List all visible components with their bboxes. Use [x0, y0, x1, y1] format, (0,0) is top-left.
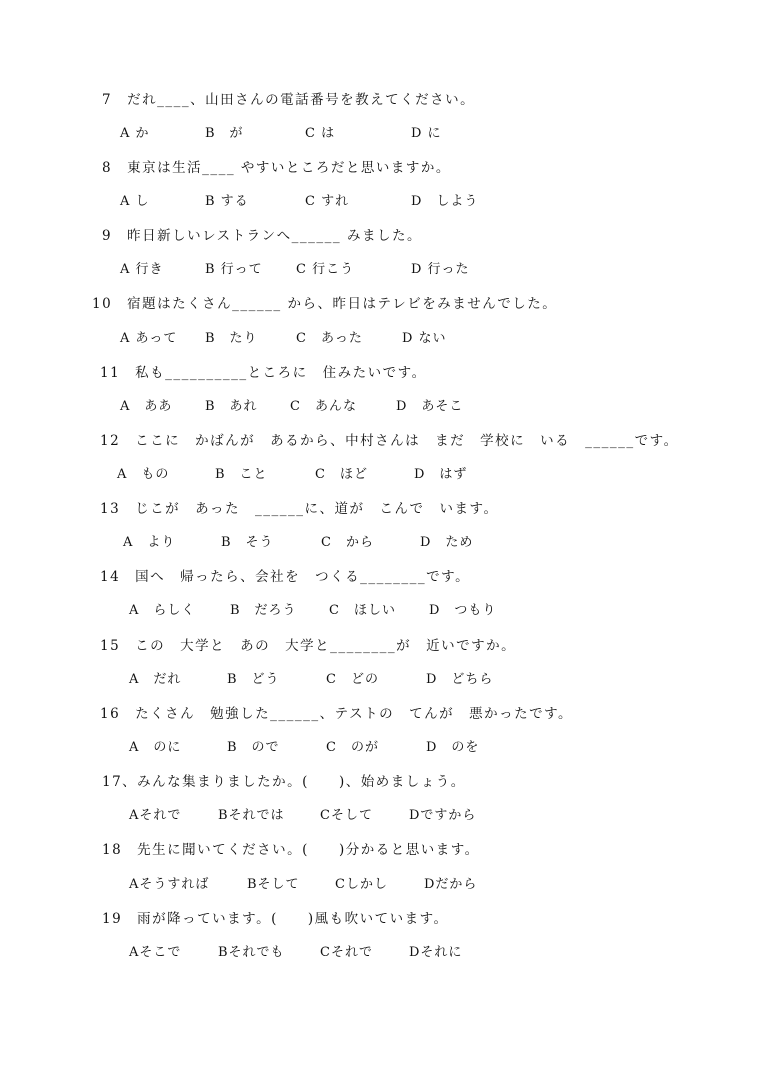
question-16-stem: 16 たくさん 勉強した______、テストの てんが 悪かったです。: [100, 706, 574, 722]
question-19-option-c: Cそれで: [320, 945, 373, 960]
question-11-option-c: C あんな: [290, 399, 357, 414]
question-10-stem: 10 宿題はたくさん______ から、昨日はテレビをみませんでした。: [92, 296, 558, 312]
question-8-option-a: A し: [120, 194, 150, 209]
question-8-option-c: C すれ: [305, 194, 350, 209]
question-9-option-d: D 行った: [411, 262, 470, 277]
question-16-option-b: B ので: [227, 740, 280, 755]
question-16-option-c: C のが: [326, 740, 379, 755]
question-14-option-c: C ほしい: [329, 603, 396, 618]
question-8-option-d: D しよう: [411, 194, 479, 209]
question-7-option-c: C は: [305, 126, 336, 141]
question-7-option-d: D に: [411, 126, 442, 141]
question-12-option-a: A もの: [117, 467, 170, 482]
question-13-option-a: A より: [123, 535, 176, 550]
question-15-option-c: C どの: [326, 672, 379, 687]
question-15-option-b: B どう: [227, 672, 280, 687]
question-18-option-b: Bそして: [247, 877, 300, 892]
question-7-stem: 7 だれ____、山田さんの電話番号を教えてください。: [102, 92, 476, 108]
question-13-option-c: C から: [321, 535, 374, 550]
question-18-option-a: Aそうすれば: [129, 877, 210, 892]
question-15-option-a: A だれ: [129, 672, 182, 687]
question-8-stem: 8 東京は生活____ やすいところだと思いますか。: [102, 160, 451, 176]
question-7-option-a: A か: [120, 126, 150, 141]
question-12-option-b: B こと: [215, 467, 268, 482]
question-13-option-d: D ため: [420, 535, 474, 550]
question-12-option-c: C ほど: [315, 467, 368, 482]
question-10-option-b: B たり: [205, 331, 258, 346]
question-11-stem: 11 私も__________ところに 住みたいです。: [100, 365, 427, 381]
question-10-option-a: A あって: [120, 331, 178, 346]
question-15-stem: 15 この 大学と あの 大学と________が 近いですか。: [100, 638, 517, 654]
question-18-stem: 18 先生に聞いてください。( )分かると思います。: [102, 842, 480, 858]
question-17-option-b: Bそれでは: [218, 808, 285, 823]
question-10-option-d: D ない: [402, 331, 447, 346]
question-13-stem: 13 じこが あった ______に、道が こんで います。: [100, 501, 499, 517]
question-9-option-b: B 行って: [205, 262, 263, 277]
question-9-option-a: A 行き: [120, 262, 164, 277]
question-12-option-d: D はず: [414, 467, 468, 482]
question-19-option-b: Bそれでも: [218, 945, 285, 960]
question-17-option-c: Cそして: [320, 808, 373, 823]
question-11-option-d: D あそこ: [396, 399, 464, 414]
question-15-option-d: D どちら: [426, 672, 494, 687]
question-16-option-d: D のを: [426, 740, 480, 755]
question-10-option-c: C あった: [296, 331, 363, 346]
question-14-option-a: A らしく: [129, 603, 196, 618]
question-9-stem: 9 昨日新しいレストランへ______ みました。: [102, 228, 422, 244]
question-9-option-c: C 行こう: [296, 262, 355, 277]
question-16-option-a: A のに: [129, 740, 182, 755]
question-17-option-d: Dですから: [409, 808, 477, 823]
question-12-stem: 12 ここに かばんが あるから、中村さんは まだ 学校に いる ______です。: [100, 433, 679, 449]
question-11-option-a: A ああ: [120, 399, 173, 414]
question-14-option-b: B だろう: [230, 603, 297, 618]
question-19-option-a: Aそこで: [129, 945, 182, 960]
question-8-option-b: B する: [205, 194, 249, 209]
question-17-stem: 17、みんな集まりましたか。( )、始めましょう。: [102, 774, 466, 790]
question-18-option-c: Cしかし: [335, 877, 388, 892]
question-13-option-b: B そう: [221, 535, 274, 550]
question-18-option-d: Dだから: [424, 877, 478, 892]
question-11-option-b: B あれ: [205, 399, 258, 414]
question-7-option-b: B が: [205, 126, 244, 141]
question-19-stem: 19 雨が降っています。( )風も吹いています。: [102, 911, 449, 927]
question-17-option-a: Aそれで: [129, 808, 182, 823]
question-14-stem: 14 国へ 帰ったら、会社を つくる________です。: [100, 569, 471, 585]
question-19-option-d: Dそれに: [409, 945, 463, 960]
question-14-option-d: D つもり: [429, 603, 497, 618]
